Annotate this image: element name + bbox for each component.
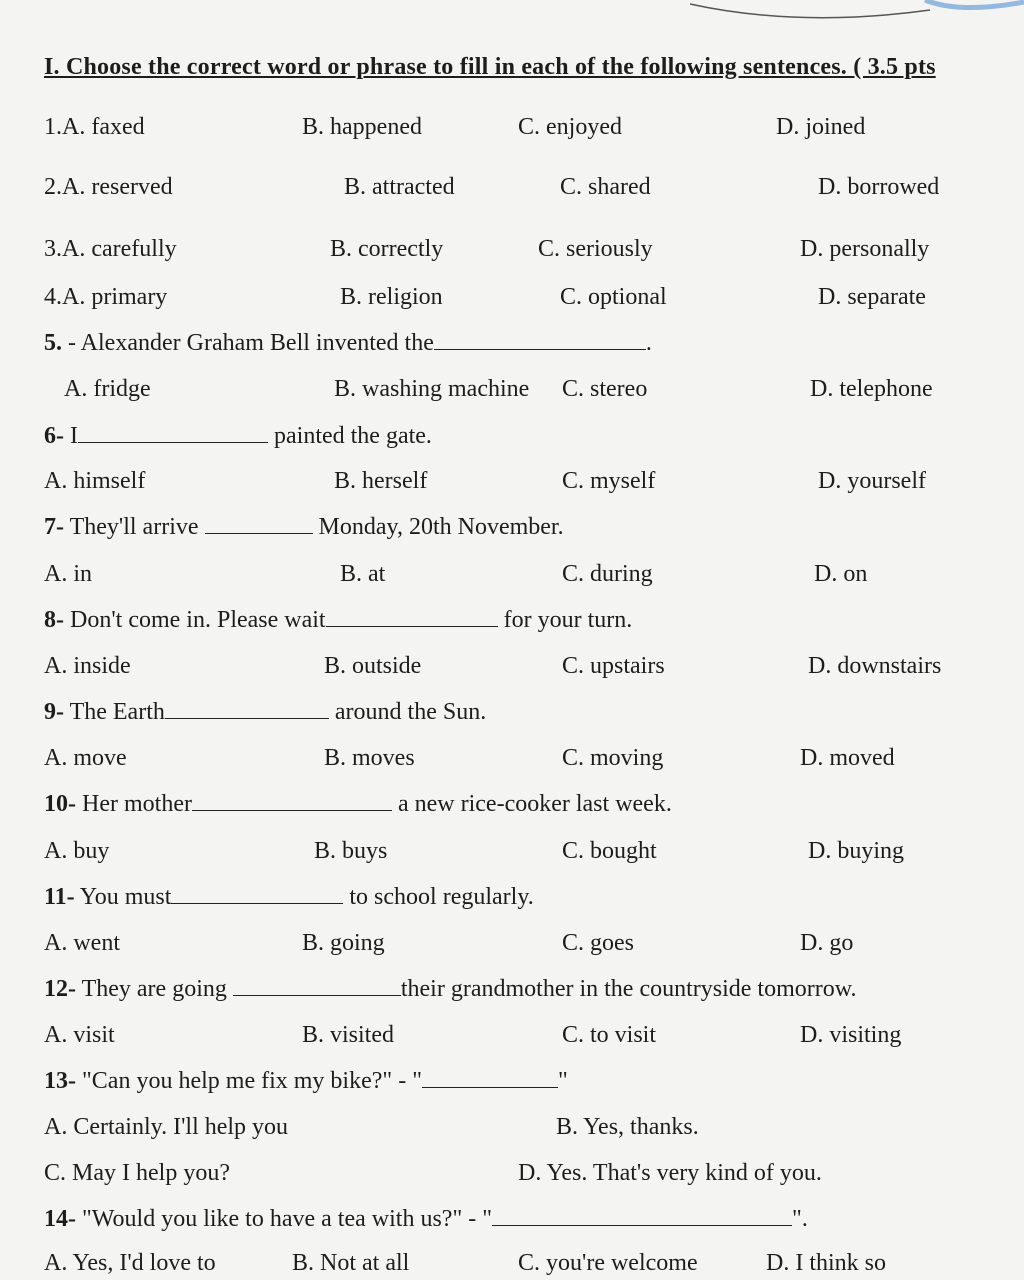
q6-option-a[interactable]: A. himself (44, 468, 146, 494)
question-6-options (0, 464, 1024, 498)
q6-text-after: painted the gate. (274, 423, 432, 449)
q12-option-a[interactable]: A. visit (44, 1022, 115, 1048)
q10-number: 10- (44, 791, 76, 817)
q12-text-after: their grandmother in the countryside tomorrow. (400, 976, 857, 1002)
q1-option-b[interactable]: B. happened (302, 114, 422, 140)
q11-option-b[interactable]: B. going (302, 930, 385, 956)
q3-option-b[interactable]: B. correctly (330, 236, 444, 262)
q6-number: 6- (44, 423, 64, 449)
question-9-stem (0, 695, 1024, 729)
q2-option-a[interactable]: 2.A. reserved (44, 174, 173, 200)
q12-option-b[interactable]: B. visited (302, 1022, 395, 1048)
q8-option-a[interactable]: A. inside (44, 653, 131, 679)
q7-option-c[interactable]: C. during (562, 561, 653, 587)
q1-option-a[interactable]: 1.A. faxed (44, 114, 145, 140)
q13-option-c[interactable]: C. May I help you? (44, 1160, 230, 1186)
q5-option-c[interactable]: C. stereo (562, 376, 648, 402)
q14-text-after: ". (792, 1206, 808, 1232)
q6-text-before: I (70, 423, 78, 449)
question-5-options (0, 372, 1024, 406)
q12-option-c[interactable]: C. to visit (562, 1022, 657, 1048)
q8-number: 8- (44, 607, 64, 633)
q3-option-c[interactable]: C. seriously (538, 236, 653, 262)
question-7-stem (0, 510, 1024, 544)
question-10-stem (0, 787, 1024, 821)
q10-text-before: Her mother (82, 791, 192, 817)
q14-answer-blank[interactable] (492, 1203, 792, 1226)
q8-option-d[interactable]: D. downstairs (808, 653, 942, 679)
question-14-options (0, 1246, 1024, 1280)
q14-option-a[interactable]: A. Yes, I'd love to (44, 1250, 216, 1276)
q9-answer-blank[interactable] (165, 696, 329, 719)
q10-option-a[interactable]: A. buy (44, 838, 110, 864)
question-12-stem (0, 972, 1024, 1006)
q14-option-c[interactable]: C. you're welcome (518, 1250, 698, 1276)
question-11-options (0, 926, 1024, 960)
question-11-stem (0, 880, 1024, 914)
q5-text: - Alexander Graham Bell invented the (68, 330, 434, 356)
q7-number: 7- (44, 514, 64, 540)
q7-option-a[interactable]: A. in (44, 561, 92, 587)
q11-option-c[interactable]: C. goes (562, 930, 634, 956)
q9-option-c[interactable]: C. moving (562, 745, 664, 771)
q13-option-d[interactable]: D. Yes. That's very kind of you. (518, 1160, 822, 1186)
q6-option-c[interactable]: C. myself (562, 468, 656, 494)
q4-option-c[interactable]: C. optional (560, 284, 667, 310)
q5-number: 5. (44, 330, 62, 356)
question-7-options (0, 557, 1024, 591)
q12-option-d[interactable]: D. visiting (800, 1022, 902, 1048)
question-8-options (0, 649, 1024, 683)
q10-option-d[interactable]: D. buying (808, 838, 904, 864)
q4-option-d[interactable]: D. separate (818, 284, 926, 310)
section-heading: I. Choose the correct word or phrase to fill in each of the following sentences. ( 3.5 pts (44, 54, 936, 80)
q9-number: 9- (44, 699, 64, 725)
q7-option-d[interactable]: D. on (814, 561, 868, 587)
question-3-options (0, 232, 1024, 266)
q11-option-d[interactable]: D. go (800, 930, 854, 956)
q1-option-c[interactable]: C. enjoyed (518, 114, 622, 140)
q9-option-b[interactable]: B. moves (324, 745, 415, 771)
q12-number: 12- (44, 976, 76, 1002)
q14-number: 14- (44, 1206, 76, 1232)
question-14-stem (0, 1202, 1024, 1236)
q6-option-b[interactable]: B. herself (334, 468, 428, 494)
q7-option-b[interactable]: B. at (340, 561, 386, 587)
q6-answer-blank[interactable] (78, 420, 268, 443)
q3-option-d[interactable]: D. personally (800, 236, 930, 262)
q10-option-b[interactable]: B. buys (314, 838, 388, 864)
q5-end: . (645, 330, 652, 356)
question-1-options (0, 110, 1024, 144)
q5-option-d[interactable]: D. telephone (810, 376, 933, 402)
q14-text-before: "Would you like to have a tea with us?" - " (82, 1206, 493, 1232)
question-13-options-row-2 (0, 1156, 1024, 1190)
q14-option-b[interactable]: B. Not at all (292, 1250, 410, 1276)
q10-option-c[interactable]: C. bought (562, 838, 657, 864)
q8-option-c[interactable]: C. upstairs (562, 653, 665, 679)
q5-answer-blank[interactable] (434, 327, 646, 350)
q3-option-a[interactable]: 3.A. carefully (44, 236, 177, 262)
question-4-options (0, 280, 1024, 314)
q8-text-after: for your turn. (503, 607, 633, 633)
q2-option-b[interactable]: B. attracted (344, 174, 455, 200)
q11-number: 11- (44, 884, 75, 910)
q10-text-after: a new rice-cooker last week. (397, 791, 672, 817)
question-5-stem (0, 326, 1024, 360)
question-9-options (0, 741, 1024, 775)
q13-option-b[interactable]: B. Yes, thanks. (556, 1114, 699, 1140)
q9-option-a[interactable]: A. move (44, 745, 127, 771)
q4-option-b[interactable]: B. religion (340, 284, 443, 310)
q7-text-before: They'll arrive (69, 514, 199, 540)
question-10-options (0, 834, 1024, 868)
question-6-stem (0, 419, 1024, 453)
q8-option-b[interactable]: B. outside (324, 653, 422, 679)
q5-option-a[interactable]: A. fridge (64, 376, 151, 402)
q11-answer-blank[interactable] (171, 881, 343, 904)
question-8-stem (0, 603, 1024, 637)
q11-text-after: to school regularly. (349, 884, 534, 910)
q9-option-d[interactable]: D. moved (800, 745, 895, 771)
question-2-options (0, 170, 1024, 204)
q1-option-d[interactable]: D. joined (776, 114, 866, 140)
q8-answer-blank[interactable] (326, 604, 498, 627)
q14-option-d[interactable]: D. I think so (766, 1250, 886, 1276)
q12-text-before: They are going (81, 976, 227, 1002)
q8-text-before: Don't come in. Please wait (70, 607, 326, 633)
q7-text-after: Monday, 20th November. (318, 514, 564, 540)
question-12-options (0, 1018, 1024, 1052)
question-13-options-row-1 (0, 1110, 1024, 1144)
q11-option-a[interactable]: A. went (44, 930, 120, 956)
q4-option-a[interactable]: 4.A. primary (44, 284, 168, 310)
q12-answer-blank[interactable] (233, 973, 401, 996)
q9-text-after: around the Sun. (334, 699, 487, 725)
q5-option-b[interactable]: B. washing machine (334, 376, 530, 402)
q2-option-c[interactable]: C. shared (560, 174, 651, 200)
q7-answer-blank[interactable] (205, 511, 313, 534)
question-13-stem (0, 1064, 1024, 1098)
q10-answer-blank[interactable] (192, 788, 392, 811)
decorative-curve (0, 0, 1024, 40)
q2-option-d[interactable]: D. borrowed (818, 174, 940, 200)
q13-text-before: "Can you help me fix my bike?" - " (82, 1068, 422, 1094)
q6-option-d[interactable]: D. yourself (818, 468, 926, 494)
q13-option-a[interactable]: A. Certainly. I'll help you (44, 1114, 289, 1140)
q11-text-before: You must (79, 884, 172, 910)
q13-number: 13- (44, 1068, 76, 1094)
q13-text-after: " (557, 1068, 568, 1094)
q9-text-before: The Earth (69, 699, 165, 725)
q13-answer-blank[interactable] (422, 1065, 558, 1088)
